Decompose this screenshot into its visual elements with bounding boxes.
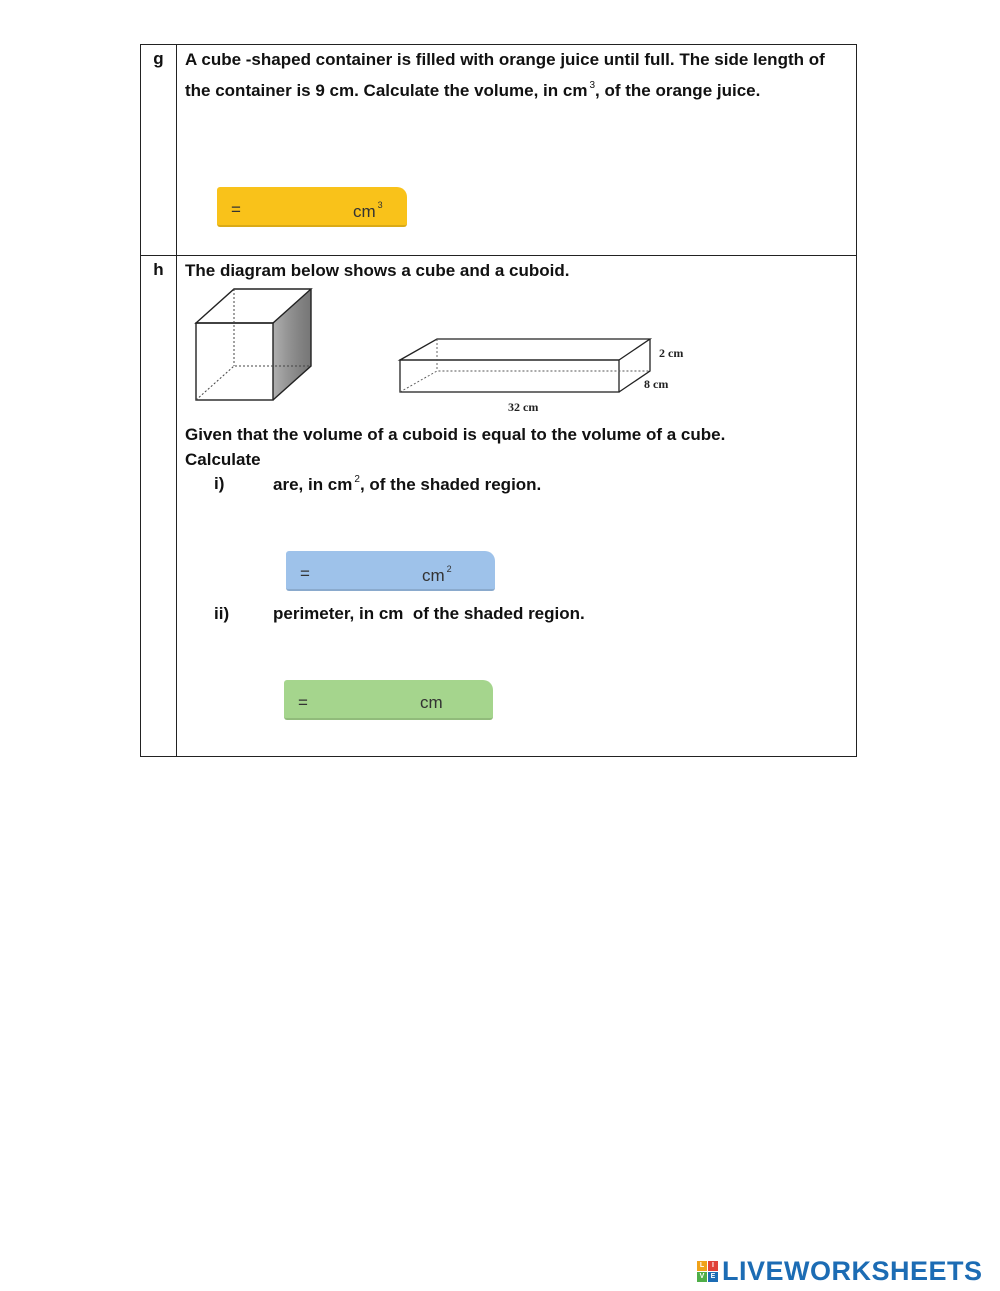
calculate-label: Calculate: [185, 450, 261, 469]
worksheet-table: [140, 44, 857, 757]
question-text: [177, 45, 856, 104]
part-ii-number: ii): [214, 604, 230, 623]
equals-sign: =: [298, 693, 308, 712]
cuboid-width-label: 8 cm: [644, 377, 669, 391]
answer-input-volume[interactable]: [217, 187, 407, 227]
unit-label: cm $^2$: [422, 564, 452, 585]
liveworksheets-logo: [697, 1256, 983, 1286]
cuboid-diagram: [397, 336, 697, 416]
question-content: [177, 45, 857, 256]
question-row-h: [141, 256, 857, 757]
superscript: 3: [589, 80, 596, 91]
question-text-tail: , of the orange juice.: [595, 81, 761, 100]
answer-input-area[interactable]: [286, 551, 495, 591]
cuboid-length-label: 32 cm: [508, 400, 539, 414]
given-text: [177, 420, 733, 472]
question-label: h: [141, 256, 177, 757]
unit-label: cm $^3$: [353, 200, 383, 221]
logo-mark-icon: L I V E: [697, 1261, 718, 1282]
question-row-g: [141, 45, 857, 256]
part-ii-text: perimeter, in cm of the shaded region.: [273, 604, 585, 623]
unit-label: cm: [420, 693, 443, 712]
cuboid-height-label: 2 cm: [659, 346, 684, 360]
cube-diagram: [193, 286, 313, 402]
part-i-text: are, in cm $^2$, of the shaded region.: [273, 474, 542, 494]
question-content: [177, 256, 857, 757]
question-text-main: A cube -shaped container is filled with orange juice until full. The side length of the container is 9 cm. Calculate the volume, in cm: [185, 50, 825, 100]
logo-text: LIVEWORKSHEETS: [722, 1255, 983, 1286]
given-statement: Given that the volume of a cuboid is equal to the volume of a cube.: [185, 425, 726, 444]
equals-sign: =: [300, 564, 310, 583]
question-label: g: [141, 45, 177, 256]
equals-sign: =: [231, 200, 241, 219]
part-i-number: i): [214, 474, 225, 493]
answer-input-perimeter[interactable]: [284, 680, 493, 720]
question-intro: The diagram below shows a cube and a cuboid.: [185, 261, 570, 280]
